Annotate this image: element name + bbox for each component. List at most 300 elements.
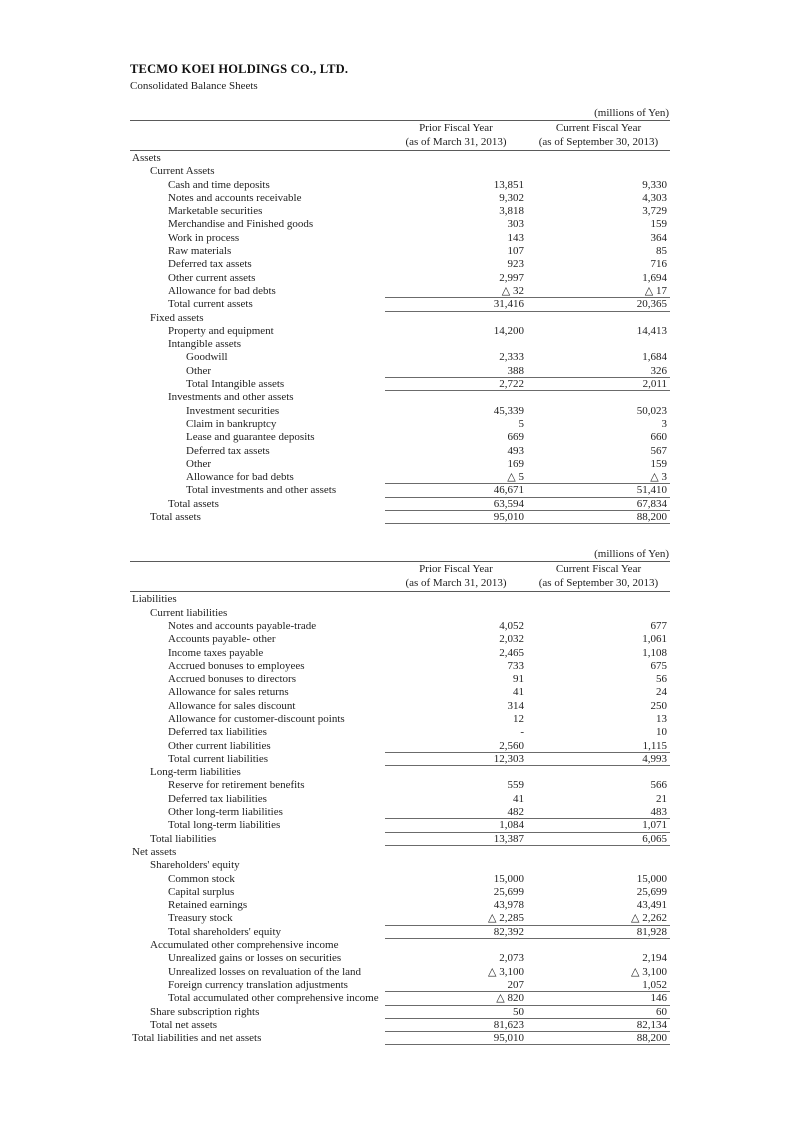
prior-value: 3,818 <box>499 205 524 218</box>
table-row <box>130 593 670 606</box>
current-value: 50,023 <box>636 404 667 417</box>
row-label: Notes and accounts receivable <box>168 191 302 204</box>
prior-value: 82,392 <box>493 925 524 938</box>
header-spacer <box>130 121 385 135</box>
row-label: Deferred tax assets <box>186 444 270 457</box>
prior-value: 81,623 <box>493 1018 524 1031</box>
current-value: △ 3,100 <box>631 965 667 978</box>
current-value: 88,200 <box>636 1032 667 1045</box>
table-row <box>130 445 670 458</box>
prior-value: 733 <box>507 659 524 672</box>
table-row <box>130 378 670 391</box>
row-label: Liabilities <box>132 593 177 606</box>
header-bottom-rule <box>130 591 670 592</box>
row-values <box>385 700 670 713</box>
row-label: Retained earnings <box>168 899 248 912</box>
table-row <box>130 899 670 912</box>
column-header-prior: Prior Fiscal Year <box>419 563 493 576</box>
current-value: △ 17 <box>644 284 667 297</box>
row-values <box>385 365 670 378</box>
balance-sheet-table-assets <box>130 107 670 524</box>
current-value: 82,134 <box>636 1018 667 1031</box>
header-spacer <box>130 562 385 576</box>
row-label: Investments and other assets <box>168 391 294 404</box>
table-row <box>130 1019 670 1032</box>
row-values <box>385 593 670 606</box>
table-row <box>130 833 670 846</box>
row-label: Total liabilities <box>150 832 217 845</box>
row-values <box>385 686 670 699</box>
table-row <box>130 232 670 245</box>
table-row <box>130 285 670 298</box>
prior-value: 13,851 <box>493 178 524 191</box>
row-label: Accrued bonuses to employees <box>168 659 305 672</box>
current-value: 6,065 <box>642 832 667 845</box>
table-row <box>130 192 670 205</box>
prior-value: 314 <box>507 699 524 712</box>
table-row <box>130 886 670 899</box>
row-label: Marketable securities <box>168 205 263 218</box>
column-subheader-prior: (as of March 31, 2013) <box>405 136 507 148</box>
prior-value <box>385 391 527 404</box>
row-values <box>385 979 670 992</box>
table-row <box>130 325 670 338</box>
current-value: 24 <box>656 686 667 699</box>
row-label: Total investments and other assets <box>186 484 337 497</box>
current-value: 10 <box>656 726 667 739</box>
row-values <box>385 351 670 364</box>
row-values <box>385 338 670 351</box>
row-values <box>385 899 670 912</box>
row-values <box>385 952 670 965</box>
prior-value: 669 <box>507 431 524 444</box>
row-label: Total net assets <box>150 1018 218 1031</box>
row-label: Common stock <box>168 872 235 885</box>
table-row <box>130 152 670 165</box>
row-values <box>385 779 670 792</box>
current-value: 660 <box>650 431 667 444</box>
current-value: 15,000 <box>636 872 667 885</box>
row-values <box>385 325 670 338</box>
current-value: 88,200 <box>636 511 667 524</box>
row-label: Lease and guarantee deposits <box>186 431 315 444</box>
row-label: Current Assets <box>150 165 215 178</box>
prior-value: 303 <box>507 218 524 231</box>
prior-value: 207 <box>507 978 524 991</box>
row-label: Allowance for bad debts <box>168 284 276 297</box>
row-label: Shareholders' equity <box>150 859 240 872</box>
row-label: Raw materials <box>168 245 232 258</box>
current-value: 56 <box>656 673 667 686</box>
prior-value: 91 <box>513 673 524 686</box>
table-row <box>130 365 670 378</box>
row-label: Accounts payable- other <box>168 633 276 646</box>
prior-value: 1,084 <box>499 819 524 832</box>
row-values <box>385 833 670 846</box>
row-label: Treasury stock <box>168 912 233 925</box>
row-values <box>385 192 670 205</box>
current-value: 566 <box>650 779 667 792</box>
row-label: Total long-term liabilities <box>168 819 281 832</box>
row-label: Total Intangible assets <box>186 378 285 391</box>
table-row <box>130 846 670 859</box>
row-label: Notes and accounts payable-trade <box>168 619 317 632</box>
prior-value: △ 5 <box>507 471 524 484</box>
current-value: 14,413 <box>636 324 667 337</box>
prior-value: 50 <box>513 1005 524 1018</box>
row-label: Work in process <box>168 231 240 244</box>
column-header-row <box>130 562 670 576</box>
table-row <box>130 607 670 620</box>
row-label: Net assets <box>132 845 177 858</box>
row-values <box>385 633 670 646</box>
row-label: Assets <box>132 152 161 164</box>
table-row <box>130 498 670 511</box>
row-values <box>385 673 670 686</box>
balance-sheet-table-liabilities <box>130 548 670 1045</box>
row-label: Goodwill <box>186 351 228 364</box>
current-value: 159 <box>650 218 667 231</box>
current-value: 1,694 <box>642 271 667 284</box>
current-value: 326 <box>650 364 667 377</box>
row-values <box>385 660 670 673</box>
row-label: Income taxes payable <box>168 646 264 659</box>
prior-value: 25,699 <box>493 885 524 898</box>
prior-value: 12 <box>513 712 524 725</box>
row-values <box>385 498 670 511</box>
table-row <box>130 484 670 497</box>
current-value: 4,993 <box>642 752 667 765</box>
table-row <box>130 979 670 992</box>
current-value: 3 <box>661 417 667 430</box>
prior-value: 107 <box>507 245 524 258</box>
table-row <box>130 633 670 646</box>
table-row <box>130 351 670 364</box>
current-value: 364 <box>650 231 667 244</box>
current-value: 85 <box>656 245 667 258</box>
company-name: TECMO KOEI HOLDINGS CO., LTD. <box>130 62 349 76</box>
prior-value <box>385 165 527 178</box>
column-header-current: Current Fiscal Year <box>555 122 642 134</box>
table-row <box>130 179 670 192</box>
table-row <box>130 338 670 351</box>
column-subheader-row <box>130 576 670 590</box>
header-spacer <box>130 576 385 590</box>
row-values <box>385 484 670 497</box>
row-label: Property and equipment <box>168 324 274 337</box>
prior-value <box>385 607 527 620</box>
row-values <box>385 285 670 298</box>
row-values <box>385 511 670 524</box>
table-row <box>130 713 670 726</box>
table-row <box>130 312 670 325</box>
table-row <box>130 766 670 779</box>
row-values <box>385 713 670 726</box>
row-label: Allowance for sales discount <box>168 699 296 712</box>
table-row <box>130 660 670 673</box>
current-value: 675 <box>650 659 667 672</box>
row-label: Capital surplus <box>168 885 235 898</box>
prior-value: 43,978 <box>493 899 524 912</box>
row-values <box>385 886 670 899</box>
row-values <box>385 258 670 271</box>
row-label: Cash and time deposits <box>168 178 270 191</box>
prior-value: 14,200 <box>493 324 524 337</box>
row-label: Total current liabilities <box>168 752 269 765</box>
row-label: Other <box>186 364 212 377</box>
current-value <box>527 391 670 404</box>
row-label: Allowance for customer-discount points <box>168 712 345 725</box>
current-value <box>527 766 670 779</box>
prior-value: 12,303 <box>493 752 524 765</box>
row-label: Unrealized gains or losses on securities <box>168 952 342 965</box>
row-values <box>385 418 670 431</box>
prior-value: 41 <box>513 792 524 805</box>
row-values <box>385 926 670 939</box>
current-value: 716 <box>650 258 667 271</box>
current-value: 2,011 <box>642 378 667 391</box>
row-values <box>385 740 670 753</box>
table-row <box>130 471 670 484</box>
unit-note: (millions of Yen) <box>594 107 669 119</box>
prior-value: 95,010 <box>493 1032 524 1045</box>
current-value: 1,061 <box>642 633 667 646</box>
current-value: 567 <box>650 444 667 457</box>
table-row <box>130 673 670 686</box>
row-label: Accrued bonuses to directors <box>168 673 296 686</box>
prior-value: 143 <box>507 231 524 244</box>
prior-value: 2,465 <box>499 646 524 659</box>
current-value: 1,052 <box>642 978 667 991</box>
prior-value: 4,052 <box>499 619 524 632</box>
prior-value: 5 <box>518 417 524 430</box>
table-row <box>130 952 670 965</box>
prior-value: 2,333 <box>499 351 524 364</box>
prior-value: 46,671 <box>493 484 524 497</box>
current-value: 250 <box>650 699 667 712</box>
row-label: Other current assets <box>168 271 256 284</box>
table-row <box>130 418 670 431</box>
table-row <box>130 165 670 178</box>
row-label: Total liabilities and net assets <box>132 1032 262 1045</box>
current-value <box>527 312 670 325</box>
prior-value: 2,722 <box>499 378 524 391</box>
current-value: 677 <box>650 619 667 632</box>
row-values <box>385 391 670 404</box>
row-label: Total shareholders' equity <box>168 925 282 938</box>
prior-value: - <box>520 726 524 739</box>
assets-rows <box>130 152 670 524</box>
current-value <box>527 859 670 872</box>
row-values <box>385 766 670 779</box>
table-row <box>130 245 670 258</box>
table-row <box>130 511 670 524</box>
row-values <box>385 458 670 471</box>
prior-value: 493 <box>507 444 524 457</box>
current-value: 67,834 <box>636 497 667 510</box>
row-values <box>385 165 670 178</box>
table-row <box>130 218 670 231</box>
row-label: Foreign currency translation adjustments <box>168 978 348 991</box>
prior-value: 13,387 <box>493 832 524 845</box>
prior-value: 482 <box>507 806 524 819</box>
prior-value: 9,302 <box>499 191 524 204</box>
prior-value <box>385 593 527 606</box>
unit-note: (millions of Yen) <box>594 548 669 561</box>
prior-value: 15,000 <box>493 872 524 885</box>
table-row <box>130 779 670 792</box>
row-values <box>385 1006 670 1019</box>
row-label: Other <box>186 457 212 470</box>
row-label: Long-term liabilities <box>150 766 241 779</box>
row-label: Claim in bankruptcy <box>186 417 277 430</box>
prior-value: 169 <box>507 457 524 470</box>
prior-value: △ 32 <box>501 284 524 297</box>
prior-value <box>385 766 527 779</box>
row-label: Other current liabilities <box>168 739 271 752</box>
row-label: Deferred tax liabilities <box>168 726 267 739</box>
row-label: Current liabilities <box>150 606 228 619</box>
prior-value: 2,073 <box>499 952 524 965</box>
row-values <box>385 445 670 458</box>
row-label: Merchandise and Finished goods <box>168 218 314 231</box>
row-label: Intangible assets <box>168 338 242 351</box>
row-label: Fixed assets <box>150 311 204 324</box>
column-subheader-row <box>130 135 670 149</box>
row-label: Total accumulated other comprehensive income <box>168 992 379 1005</box>
table-row <box>130 700 670 713</box>
column-header-current: Current Fiscal Year <box>555 563 642 576</box>
row-values <box>385 647 670 660</box>
current-value: △ 3 <box>650 471 667 484</box>
current-value <box>527 338 670 351</box>
row-label: Deferred tax liabilities <box>168 792 267 805</box>
current-value: 21 <box>656 792 667 805</box>
row-values <box>385 620 670 633</box>
prior-value <box>385 939 527 952</box>
row-values <box>385 806 670 819</box>
current-value: 483 <box>650 806 667 819</box>
current-value <box>527 165 670 178</box>
table-row <box>130 726 670 739</box>
table-row <box>130 647 670 660</box>
table-row <box>130 1032 670 1045</box>
prior-value: 45,339 <box>493 404 524 417</box>
table-row <box>130 431 670 444</box>
prior-value: 95,010 <box>493 511 524 524</box>
row-values <box>385 405 670 418</box>
table-row <box>130 873 670 886</box>
header-spacer <box>130 135 385 149</box>
table-row <box>130 819 670 832</box>
row-label: Unrealized losses on revaluation of the land <box>168 965 362 978</box>
row-values <box>385 218 670 231</box>
table-row <box>130 806 670 819</box>
table-row <box>130 740 670 753</box>
column-subheader-prior: (as of March 31, 2013) <box>405 577 507 590</box>
table-row <box>130 405 670 418</box>
prior-value: 2,997 <box>499 271 524 284</box>
current-value: 4,303 <box>642 191 667 204</box>
current-value: 81,928 <box>636 925 667 938</box>
row-values <box>385 1019 670 1032</box>
table-row <box>130 753 670 766</box>
header-bottom-rule <box>130 150 670 151</box>
row-label: Other long-term liabilities <box>168 806 283 819</box>
prior-value: 63,594 <box>493 497 524 510</box>
table-row <box>130 793 670 806</box>
row-values <box>385 205 670 218</box>
current-value: 3,729 <box>642 205 667 218</box>
liabilities-rows <box>130 593 670 1045</box>
prior-value <box>385 152 527 165</box>
prior-value: △ 3,100 <box>488 965 524 978</box>
row-values <box>385 793 670 806</box>
current-value: 13 <box>656 712 667 725</box>
prior-value <box>385 859 527 872</box>
table-row <box>130 686 670 699</box>
row-label: Total assets <box>150 511 201 524</box>
row-values <box>385 431 670 444</box>
row-label: Accumulated other comprehensive income <box>150 939 339 952</box>
prior-value: 41 <box>513 686 524 699</box>
current-value: 60 <box>656 1005 667 1018</box>
row-values <box>385 471 670 484</box>
row-label: Allowance for sales returns <box>168 686 289 699</box>
row-values <box>385 152 670 165</box>
table-row <box>130 912 670 925</box>
row-values <box>385 912 670 925</box>
current-value: 43,491 <box>636 899 667 912</box>
prior-value: 2,560 <box>499 739 524 752</box>
row-values <box>385 378 670 391</box>
table-row <box>130 1006 670 1019</box>
row-values <box>385 966 670 979</box>
table-row <box>130 926 670 939</box>
row-values <box>385 846 670 859</box>
current-value <box>527 846 670 859</box>
current-value: 20,365 <box>636 298 667 311</box>
row-values <box>385 1032 670 1045</box>
prior-value: 2,032 <box>499 633 524 646</box>
table-row <box>130 272 670 285</box>
row-values <box>385 245 670 258</box>
current-value <box>527 593 670 606</box>
table-row <box>130 298 670 311</box>
table-row <box>130 939 670 952</box>
current-value: 146 <box>650 992 667 1005</box>
column-subheader-current: (as of September 30, 2013) <box>538 577 659 590</box>
table-row <box>130 966 670 979</box>
prior-value <box>385 312 527 325</box>
row-label: Total current assets <box>168 298 253 311</box>
table-row <box>130 258 670 271</box>
prior-value: 388 <box>507 364 524 377</box>
current-value <box>527 152 670 165</box>
document-subtitle: Consolidated Balance Sheets <box>130 80 258 92</box>
table-row <box>130 620 670 633</box>
row-values <box>385 873 670 886</box>
row-label: Deferred tax assets <box>168 258 252 271</box>
prior-value: 31,416 <box>493 298 524 311</box>
current-value: 1,108 <box>642 646 667 659</box>
current-value: 51,410 <box>636 484 667 497</box>
prior-value <box>385 338 527 351</box>
current-value: 2,194 <box>642 952 667 965</box>
current-value: 1,684 <box>642 351 667 364</box>
table-row <box>130 458 670 471</box>
row-label: Share subscription rights <box>150 1005 260 1018</box>
